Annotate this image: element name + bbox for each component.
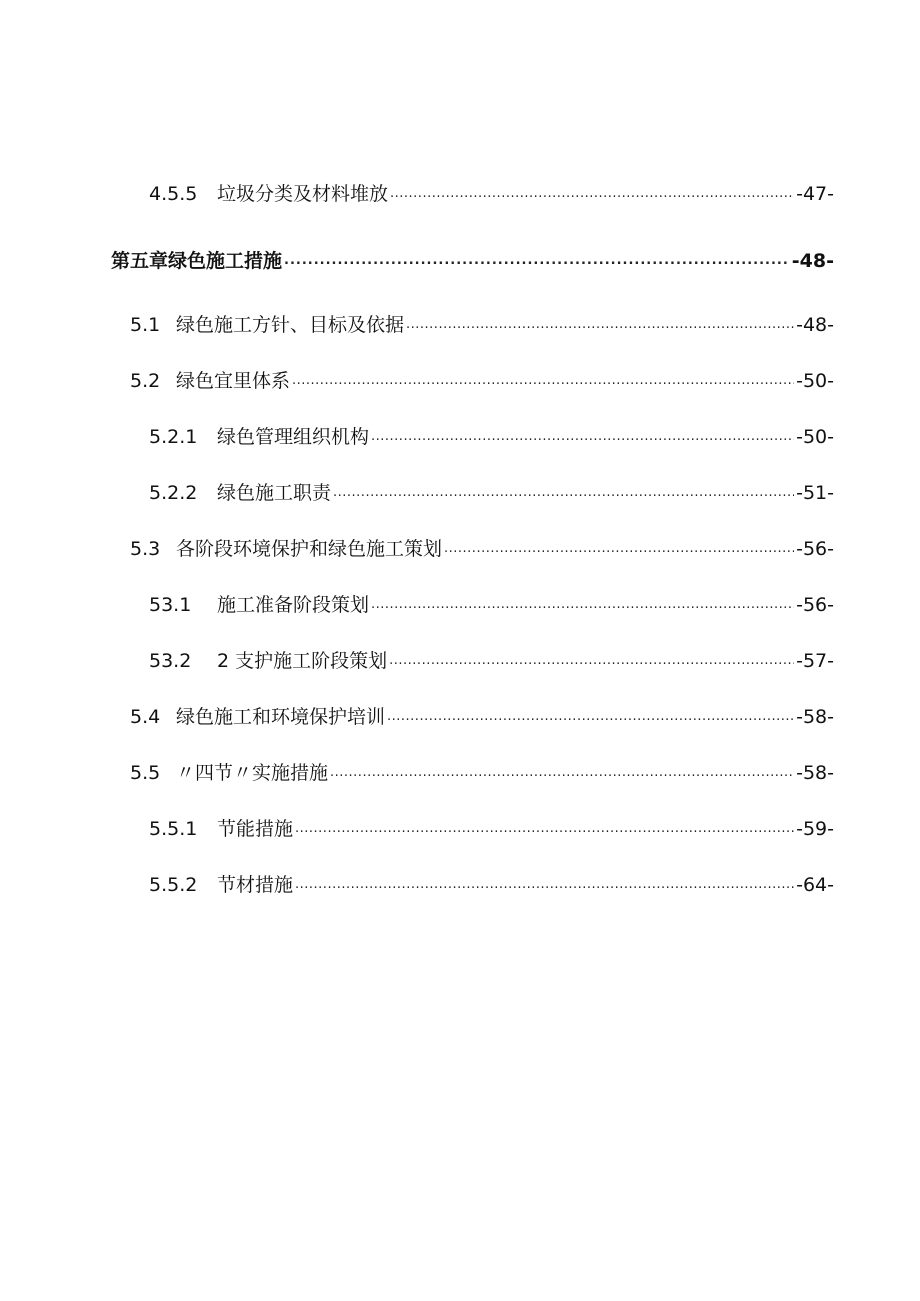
- toc-dot-leader: [389, 652, 794, 670]
- toc-entry-number: 5.5: [130, 762, 161, 784]
- toc-entry-number: 5.4: [130, 706, 161, 728]
- toc-entry-title: 垃圾分类及材料堆放: [217, 183, 389, 205]
- toc-dot-leader: [295, 820, 794, 838]
- toc-entry-number: 5.5.2: [149, 874, 198, 896]
- toc-entry-title: 2 支护施工阶段策划: [217, 650, 388, 672]
- toc-entry-5-3-1: [149, 587, 834, 617]
- toc-entry-page: -58-: [796, 762, 834, 784]
- toc-dot-leader: [371, 428, 794, 446]
- toc-entry-number: 5.2: [130, 370, 161, 392]
- toc-dot-leader: [387, 708, 794, 726]
- toc-entry-4-5-5: [149, 176, 834, 206]
- toc-entry-page: -57-: [796, 650, 834, 672]
- toc-entry-number: 5.2.2: [149, 482, 198, 504]
- toc-entry-number: 4.5.5: [149, 183, 198, 205]
- toc-dot-leader: [333, 484, 794, 502]
- toc-entry-5-5-2: [149, 867, 834, 897]
- toc-entry-5-3: [130, 531, 834, 561]
- toc-dot-leader: [371, 596, 794, 614]
- toc-dot-leader: [390, 185, 794, 203]
- toc-entry-number: 53.2: [149, 650, 192, 672]
- toc-entry-page: -64-: [796, 874, 834, 896]
- toc-entry-page: -59-: [796, 818, 834, 840]
- toc-entry-5-1: [130, 307, 834, 337]
- toc-entry-title: 施工准备阶段策划: [217, 594, 370, 616]
- toc-entry-number: 5.2.1: [149, 426, 198, 448]
- toc-entry-5-3-2: [149, 643, 834, 673]
- toc-entry-page: -58-: [796, 706, 834, 728]
- toc-entry-title: 绿色施工方针、目标及依据: [176, 314, 405, 336]
- toc-entry-page: -48-: [796, 314, 834, 336]
- toc-entry-title: 绿色管理组织机构: [217, 426, 370, 448]
- toc-dot-leader: [444, 540, 794, 558]
- toc-entry-number: 53.1: [149, 594, 192, 616]
- toc-entry-5-2-1: [149, 419, 834, 449]
- toc-entry-5-4: [130, 699, 834, 729]
- toc-entry-title: 各阶段环境保护和绿色施工策划: [176, 538, 443, 560]
- toc-dot-leader: [406, 316, 794, 334]
- toc-entry-page: -50-: [796, 370, 834, 392]
- toc-entry-page: -56-: [796, 594, 834, 616]
- toc-entry-title: 绿色施工职责: [217, 482, 332, 504]
- toc-entry-number: 5.3: [130, 538, 161, 560]
- toc-entry-page: -47-: [796, 183, 834, 205]
- toc-entry-page: -48-: [791, 250, 834, 272]
- toc-entry-5-2: [130, 363, 834, 393]
- toc-entry-number: 5.5.1: [149, 818, 198, 840]
- toc-entry-title: 绿色宜里体系: [176, 370, 291, 392]
- toc-entry-5-5: [130, 755, 834, 785]
- toc-entry-number: 5.1: [130, 314, 161, 336]
- toc-entry-title: 节材措施: [217, 874, 294, 896]
- toc-chapter-title: 第五章绿色施工措施: [111, 250, 283, 272]
- toc-dot-leader: [292, 372, 794, 390]
- toc-entry-5-2-2: [149, 475, 834, 505]
- toc-dot-leader: [295, 876, 794, 894]
- toc-entry-title: 节能措施: [217, 818, 294, 840]
- toc-chapter-5: [111, 243, 834, 273]
- toc-dot-leader: [330, 764, 794, 782]
- toc-entry-5-5-1: [149, 811, 834, 841]
- toc-entry-page: -56-: [796, 538, 834, 560]
- toc-entry-page: -50-: [796, 426, 834, 448]
- toc-entry-title: 〃四节〃实施措施: [176, 762, 329, 784]
- toc-dot-leader: [284, 252, 790, 270]
- toc-entry-title: 绿色施工和环境保护培训: [176, 706, 386, 728]
- toc-entry-page: -51-: [796, 482, 834, 504]
